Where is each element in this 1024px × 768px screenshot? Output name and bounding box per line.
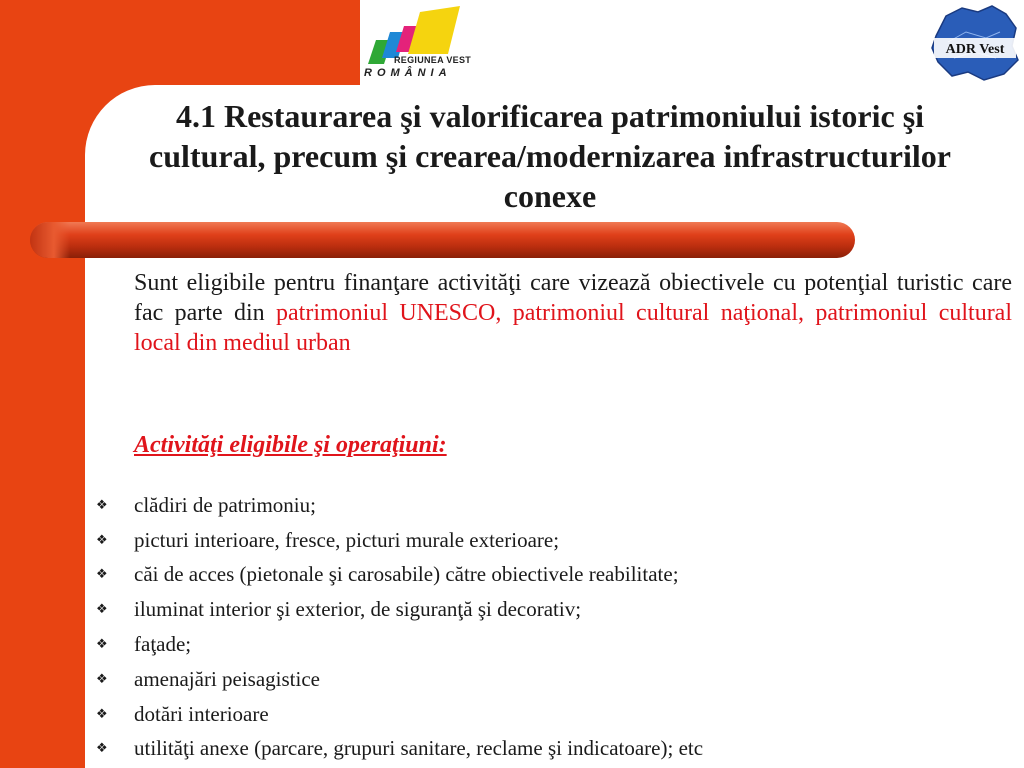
diamond-bullet-icon: ❖ [96,532,108,548]
list-item [96,592,1016,627]
diamond-bullet-icon: ❖ [96,706,108,722]
list-item-text: dotări interioare [134,701,269,726]
logo-left-line2: ROMÂNIA [364,67,452,79]
list-item-text: clădiri de patrimoniu; [134,492,316,517]
list-item-text: iluminat interior şi exterior, de siguranţă şi decorativ; [134,597,582,622]
list-item [96,662,1016,697]
diamond-bullet-icon: ❖ [96,637,108,653]
list-item [96,732,1016,767]
list-item-text: utilităţi anexe (parcare, grupuri sanitare, reclame şi indicatoare); etc [134,736,704,761]
list-item-text: amenajări peisagistice [134,666,320,691]
paragraph-highlight: patrimoniul UNESCO, patrimoniul cultural naţional, patrimoniul cultural local din mediul urban [134,300,1012,356]
list-item [96,488,1016,523]
list-item [96,523,1016,558]
slide-title: 4.1 Restaurarea şi valorificarea patrimoniului istoric şi cultural, precum şi crearea/modernizarea infrastructurilor conexe [149,98,951,214]
diamond-bullet-icon: ❖ [96,602,108,618]
list-item-text: picturi interioare, fresce, picturi murale exterioare; [134,527,560,552]
list-item-text: faţade; [134,632,192,657]
diamond-bullet-icon: ❖ [96,497,108,513]
paragraph-text: Sunt eligibile pentru finanţare activităţi care vizează obiectivele cu potenţial turistic care fac parte din [134,270,1012,326]
logo-left-line1: REGIUNEA VEST [394,55,472,65]
list-item [96,627,1016,662]
divider-bar-end [30,222,70,258]
list-item [96,697,1016,732]
intro-paragraph [134,268,1012,358]
diamond-bullet-icon: ❖ [96,567,108,583]
activities-list [96,488,1016,766]
logo-right-text: ADR Vest [945,42,1005,57]
list-item-text: căi de acces (pietonale şi carosabile) către obiectivele reabilitate; [134,562,679,587]
diamond-bullet-icon: ❖ [96,741,108,757]
divider-bar [30,222,855,258]
list-item [96,558,1016,593]
adr-vest-logo [926,2,1022,82]
diamond-bullet-icon: ❖ [96,671,108,687]
eligible-activities-heading: Activităţi eligibile şi operaţiuni: [134,432,447,458]
